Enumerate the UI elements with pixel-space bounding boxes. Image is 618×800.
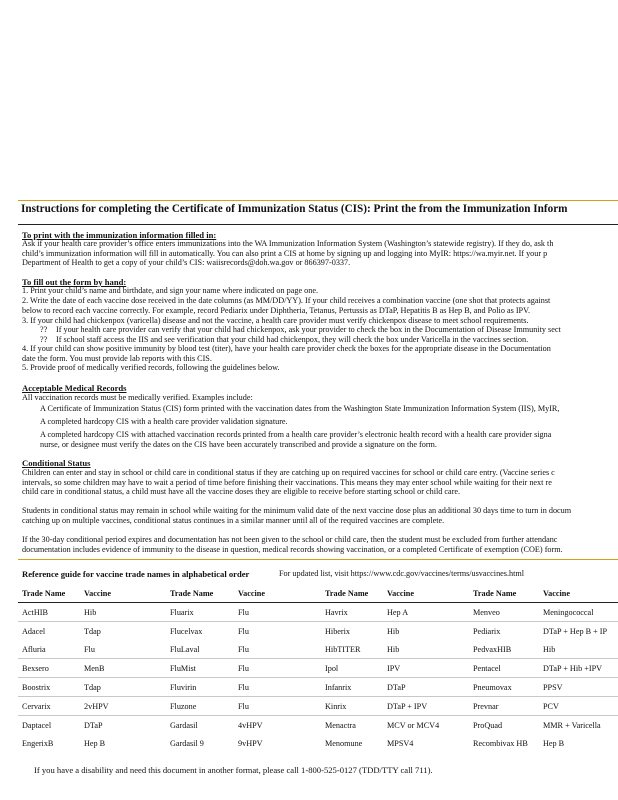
sub-marker: ??	[40, 334, 48, 344]
acceptable-item-cont: nurse, or designee must verify the dates on the CIS have been accurately transcribed and provide a signature on the form.	[40, 439, 437, 449]
column-header: Trade Name	[469, 584, 539, 603]
conditional-line: If the 30-day conditional period expires and documentation has not been given to the school or child care, then the student must be excluded from further attendanc	[22, 535, 558, 544]
bullet-marker	[22, 431, 27, 439]
registry-line: Ask if your health care provider’s office enters immunizations into the WA Immunization Information System (Washington’s statewide registry). If they do, ask th	[22, 239, 554, 248]
registry-line: child’s immunization information will fill in automatically. You can also print a CIS at home by signing up and logging into MyIR: https://wa.myir.net. If your p	[22, 248, 548, 258]
hand-step-4-cont: date the form. You must provide lab reports with this CIS.	[22, 353, 212, 363]
column-header: Vaccine	[234, 584, 321, 603]
trade-name-cell: Prevnar	[469, 697, 539, 716]
trade-name-cell: Fluzone	[166, 697, 234, 716]
hand-step-4: 4. If your child can show positive immunity by blood test (titer), have your health care provider check the boxes for the appropriate disease in the Documentation	[22, 344, 551, 353]
conditional-line: Children can enter and stay in school or child care in conditional status if they are catching up on required vaccines for school or child care entry. (Vaccine series c	[22, 468, 555, 477]
trade-name-cell: Cervarix	[18, 697, 80, 716]
title-underline	[18, 224, 618, 225]
bullet-marker	[22, 405, 27, 413]
trade-name-cell: PedvaxHIB	[469, 640, 539, 659]
trade-name-cell: Bexsero	[18, 659, 80, 678]
sub-marker: ??	[40, 325, 48, 334]
column-header: Vaccine	[383, 584, 469, 603]
conditional-line: documentation includes evidence of immunity to the disease in question, medical records showing vaccination, or a completed Certificate of exemption (COE) form.	[22, 544, 563, 554]
table-body	[18, 603, 618, 753]
table-row	[18, 659, 618, 678]
acceptable-item: A completed hardcopy CIS with a health care provider validation signature.	[40, 417, 288, 426]
hand-step-2-cont: below to record each vaccine correctly. For example, record Pediarix under Diphtheria, Tetanus, Pertussis as DTaP, Hepatitis B as Hep B, and Polio as IPV.	[22, 306, 531, 315]
vaccine-cell: Hep B	[543, 738, 565, 748]
vaccine-cell: 9vHPV	[238, 738, 263, 748]
trade-name-cell: Menveo	[469, 603, 539, 622]
hand-step-3: 3. If your child had chickenpox (varicella) disease and not the vaccine, a health care provider must verify chickenpox disease to meet school requirements.	[22, 316, 529, 325]
table-row	[18, 716, 618, 735]
vaccine-cell: Flu	[234, 640, 321, 659]
trade-name-cell: Recombivax HB	[473, 738, 528, 748]
trade-name-cell: HibTITER	[321, 640, 383, 659]
trade-name-cell: FluLaval	[166, 640, 234, 659]
trade-name-cell: Adacel	[22, 626, 46, 636]
reference-update-note: For updated list, visit https://www.cdc.gov/vaccines/terms/usvaccines.html	[279, 569, 525, 578]
column-header: Vaccine	[539, 584, 618, 603]
trade-name-cell: Flucelvax	[170, 626, 203, 636]
table-row	[18, 734, 618, 752]
hand-heading: To fill out the form by hand:	[22, 277, 127, 287]
acceptable-heading: Acceptable Medical Records	[22, 383, 127, 393]
trade-name-cell: Menactra	[325, 720, 356, 730]
table-row	[18, 678, 618, 697]
conditional-line: Students in conditional status may remain in school while waiting for the minimum valid date of the next vaccine dose plus an additional 30 days time to turn in docum	[22, 506, 572, 515]
trade-name-cell: ProQuad	[473, 720, 503, 730]
vaccine-cell: MPSV4	[387, 738, 414, 748]
column-header: Vaccine	[80, 584, 166, 603]
hand-step-1: 1. Print your child’s name and birthdate, and sign your name where indicated on page one.	[22, 286, 319, 295]
vaccine-cell: DTaP + IPV	[383, 697, 469, 716]
trade-name-cell: Daptacel	[22, 720, 52, 730]
conditional-heading: Conditional Status	[22, 458, 91, 468]
trade-name-cell: Havrix	[321, 603, 383, 622]
vaccine-cell: Hib	[383, 640, 469, 659]
vaccine-cell: DTaP + Hep B + IP	[543, 626, 608, 636]
vaccine-cell: Flu	[234, 659, 321, 678]
column-header: Trade Name	[321, 584, 383, 603]
hand-step-2: 2. Write the date of each vaccine dose received in the date columns (as MM/DD/YY). If your child receives a combination vaccine (one shot that protects against	[22, 296, 551, 305]
bullet-marker	[22, 418, 27, 426]
trade-name-cell: Ipol	[321, 659, 383, 678]
trade-name-cell: Hiberix	[325, 626, 351, 636]
vaccine-cell: Flu	[238, 626, 249, 636]
vaccine-cell: Hep A	[383, 603, 469, 622]
trade-name-cell: Fluvirin	[166, 678, 234, 697]
vaccine-cell: Flu	[234, 697, 321, 716]
table-row	[18, 622, 618, 641]
registry-heading: To print with the immunization information filled in:	[22, 230, 217, 240]
table-row	[18, 640, 618, 659]
vaccine-cell: Tdap	[84, 626, 101, 636]
accessibility-footer: If you have a disability and need this document in another format, please call 1-800-525-0127 (TDD/TTY call 711).	[34, 765, 433, 775]
hand-step-3-sub: If your health care provider can verify that your child had chickenpox, ask your provider to check the box in the Documentation of Disease Immunity sect	[56, 325, 561, 334]
trade-name-cell: Gardasil 9	[170, 738, 204, 748]
column-header: Trade Name	[166, 584, 234, 603]
vaccine-cell: PCV	[539, 697, 618, 716]
trade-name-table	[18, 584, 618, 752]
vaccine-cell: DTaP	[383, 678, 469, 697]
vaccine-cell: PPSV	[539, 678, 618, 697]
trade-name-cell: EngerixB	[22, 738, 54, 748]
conditional-line: child care in conditional status, a child must have all the vaccine doses they are eligible to receive before starting school or child care.	[22, 487, 461, 496]
hand-step-5: 5. Provide proof of medically verified records, following the guidelines below.	[22, 363, 280, 372]
document-title: Instructions for completing the Certificate of Immunization Status (CIS): Print the from the Immunization Inform	[21, 203, 568, 215]
trade-name-cell: FluMist	[166, 659, 234, 678]
acceptable-item: A completed hardcopy CIS with attached vaccination records printed from a health care provider’s electronic health record with a health care provider signa	[40, 430, 552, 439]
vaccine-cell: Flu	[234, 603, 321, 622]
trade-name-cell: Infanrix	[321, 678, 383, 697]
vaccine-cell: DTaP + Hib +IPV	[539, 659, 618, 678]
top-divider	[18, 200, 618, 201]
acceptable-item: A Certificate of Immunization Status (CIS) form printed with the vaccination dates from the Washington State Immunization Information System (IIS), MyIR,	[40, 404, 560, 413]
acceptable-intro: All vaccination records must be medically verified. Examples include:	[22, 393, 253, 402]
vaccine-cell: Flu	[80, 640, 166, 659]
vaccine-cell: MenB	[80, 659, 166, 678]
vaccine-cell: 2vHPV	[80, 697, 166, 716]
trade-name-cell: Pneumovax	[469, 678, 539, 697]
trade-name-cell: Pentacel	[469, 659, 539, 678]
table-row	[18, 603, 618, 622]
trade-name-cell: Kinrix	[321, 697, 383, 716]
reference-title: Reference guide for vaccine trade names in alphabetical order	[22, 569, 250, 579]
vaccine-cell: Meningococcal	[539, 603, 618, 622]
vaccine-cell: Tdap	[80, 678, 166, 697]
column-header: Trade Name	[18, 584, 80, 603]
trade-name-cell: Afluria	[18, 640, 80, 659]
trade-name-cell: Gardasil	[170, 720, 198, 730]
conditional-line: catching up on multiple vaccines, conditional status continues in a similar manner until all of the required vaccines are complete.	[22, 515, 445, 525]
vaccine-cell: Hib	[539, 640, 618, 659]
vaccine-cell: Hep B	[84, 738, 106, 748]
vaccine-cell: 4vHPV	[238, 720, 263, 730]
vaccine-cell: Hib	[80, 603, 166, 622]
vaccine-cell: Hib	[387, 626, 400, 636]
table-header-row	[18, 584, 618, 603]
vaccine-cell: Flu	[234, 678, 321, 697]
trade-name-cell: ActHIB	[18, 603, 80, 622]
trade-name-cell: Pediarix	[473, 626, 501, 636]
trade-name-cell: Boostrix	[18, 678, 80, 697]
registry-line: Department of Health to get a copy of your child’s CIS: waiisrecords@doh.wa.gov or 866397-0337.	[22, 258, 351, 267]
table-row	[18, 697, 618, 716]
hand-step-3-sub: If school staff access the IIS and see verification that your child had chickenpox, they will check the box under Varicella in the vaccines section.	[56, 334, 529, 344]
vaccine-cell: MMR + Varicella	[543, 720, 601, 730]
conditional-line: intervals, so some children may have to wait a period of time before finishing their vaccinations. This means they may enter school while waiting for their next re	[22, 477, 552, 487]
vaccine-cell: IPV	[383, 659, 469, 678]
trade-name-cell: Fluarix	[166, 603, 234, 622]
trade-name-cell: Menomune	[325, 738, 363, 748]
vaccine-cell: MCV or MCV4	[387, 720, 440, 730]
vaccine-cell: DTaP	[84, 720, 103, 730]
reference-divider	[18, 559, 618, 560]
